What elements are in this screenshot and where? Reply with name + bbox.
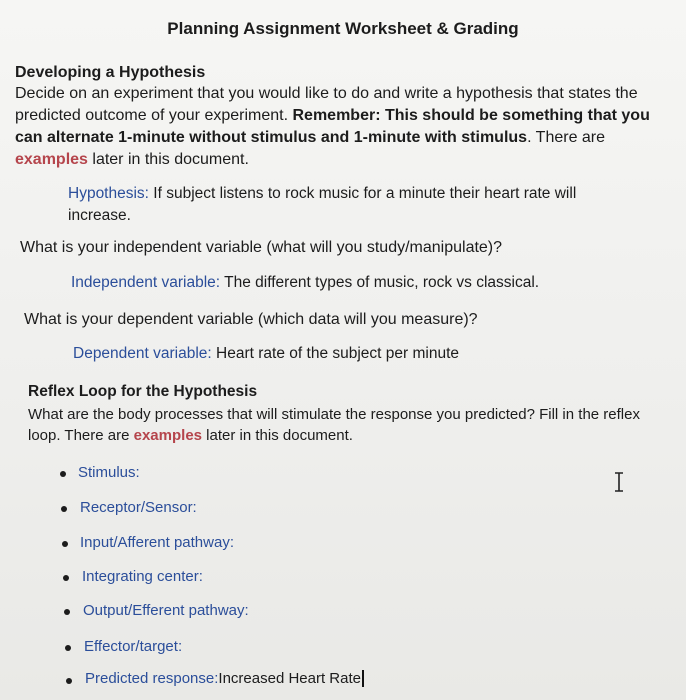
- hypothesis-value[interactable]: If subject listens to rock music for a minute their heart rate will increase.: [68, 185, 577, 224]
- page-title: Planning Assignment Worksheet & Grading: [167, 19, 519, 38]
- dependent-variable-value[interactable]: Heart rate of the subject per minute: [211, 345, 460, 362]
- question-independent: What is your independent variable (what will you study/manipulate)?: [20, 239, 503, 256]
- predicted-response-value[interactable]: Increased Heart Rate: [218, 670, 361, 687]
- hypothesis-field[interactable]: [68, 183, 628, 227]
- hypothesis-label: Hypothesis:: [68, 185, 149, 202]
- bullet-dot: [66, 678, 72, 684]
- section-heading-hypothesis: Developing a Hypothesis: [15, 64, 206, 81]
- reflex-item-efferent[interactable]: [83, 602, 249, 619]
- bullet-dot: [65, 645, 71, 651]
- bullet-dot: [60, 471, 66, 477]
- predicted-response-label: Predicted response:: [85, 670, 219, 687]
- reflex-item-effector[interactable]: [84, 638, 182, 655]
- dependent-variable-label: Dependent variable:: [73, 345, 212, 362]
- integrating-center-label: Integrating center:: [82, 568, 203, 585]
- effector-label: Effector/target:: [84, 638, 183, 655]
- bullet-dot: [62, 541, 68, 547]
- examples-highlight: examples: [15, 151, 88, 168]
- independent-variable-label: Independent variable:: [71, 274, 221, 291]
- bullet-dot: [64, 609, 70, 615]
- instructions-text-3: later in this document.: [87, 151, 249, 168]
- reflex-instructions-text: What are the body processes that will stimulate the response you predicted? Fill in the reflex loop. There are: [28, 406, 640, 444]
- text-caret: [362, 670, 364, 687]
- efferent-label: Output/Efferent pathway:: [83, 602, 249, 619]
- instructions-bold: Remember: This should be something that you can alternate 1-minute without stimulus and 1-minute with stimulus: [15, 107, 650, 146]
- independent-variable-value[interactable]: The different types of music, rock vs classical.: [220, 274, 540, 291]
- reflex-loop-instructions: [28, 404, 648, 446]
- reflex-instructions-text-2: later in this document.: [202, 427, 353, 444]
- bullet-dot: [63, 575, 69, 581]
- instructions-text: Decide on an experiment that you would like to do and write a hypothesis that states the predicted outcome of your experiment.: [15, 85, 638, 124]
- reflex-item-predicted-response[interactable]: [85, 670, 364, 687]
- reflex-item-integrating-center[interactable]: [82, 568, 203, 585]
- stimulus-label: Stimulus:: [78, 464, 140, 481]
- dependent-variable-field[interactable]: [73, 343, 459, 365]
- bullet-dot: [61, 506, 67, 512]
- section-heading-reflex-loop: Reflex Loop for the Hypothesis: [28, 383, 258, 400]
- ibeam-cursor-icon: [612, 472, 626, 492]
- independent-variable-field[interactable]: [71, 272, 539, 294]
- question-dependent: What is your dependent variable (which data will you measure)?: [24, 311, 478, 328]
- reflex-item-afferent[interactable]: [80, 534, 234, 551]
- reflex-item-stimulus[interactable]: [78, 464, 140, 481]
- instructions-text-2: . There are: [527, 129, 606, 146]
- afferent-label: Input/Afferent pathway:: [80, 534, 234, 551]
- reflex-item-receptor[interactable]: [80, 499, 197, 516]
- reflex-examples-highlight: examples: [133, 427, 203, 444]
- hypothesis-instructions: [15, 83, 665, 171]
- receptor-label: Receptor/Sensor:: [80, 499, 197, 516]
